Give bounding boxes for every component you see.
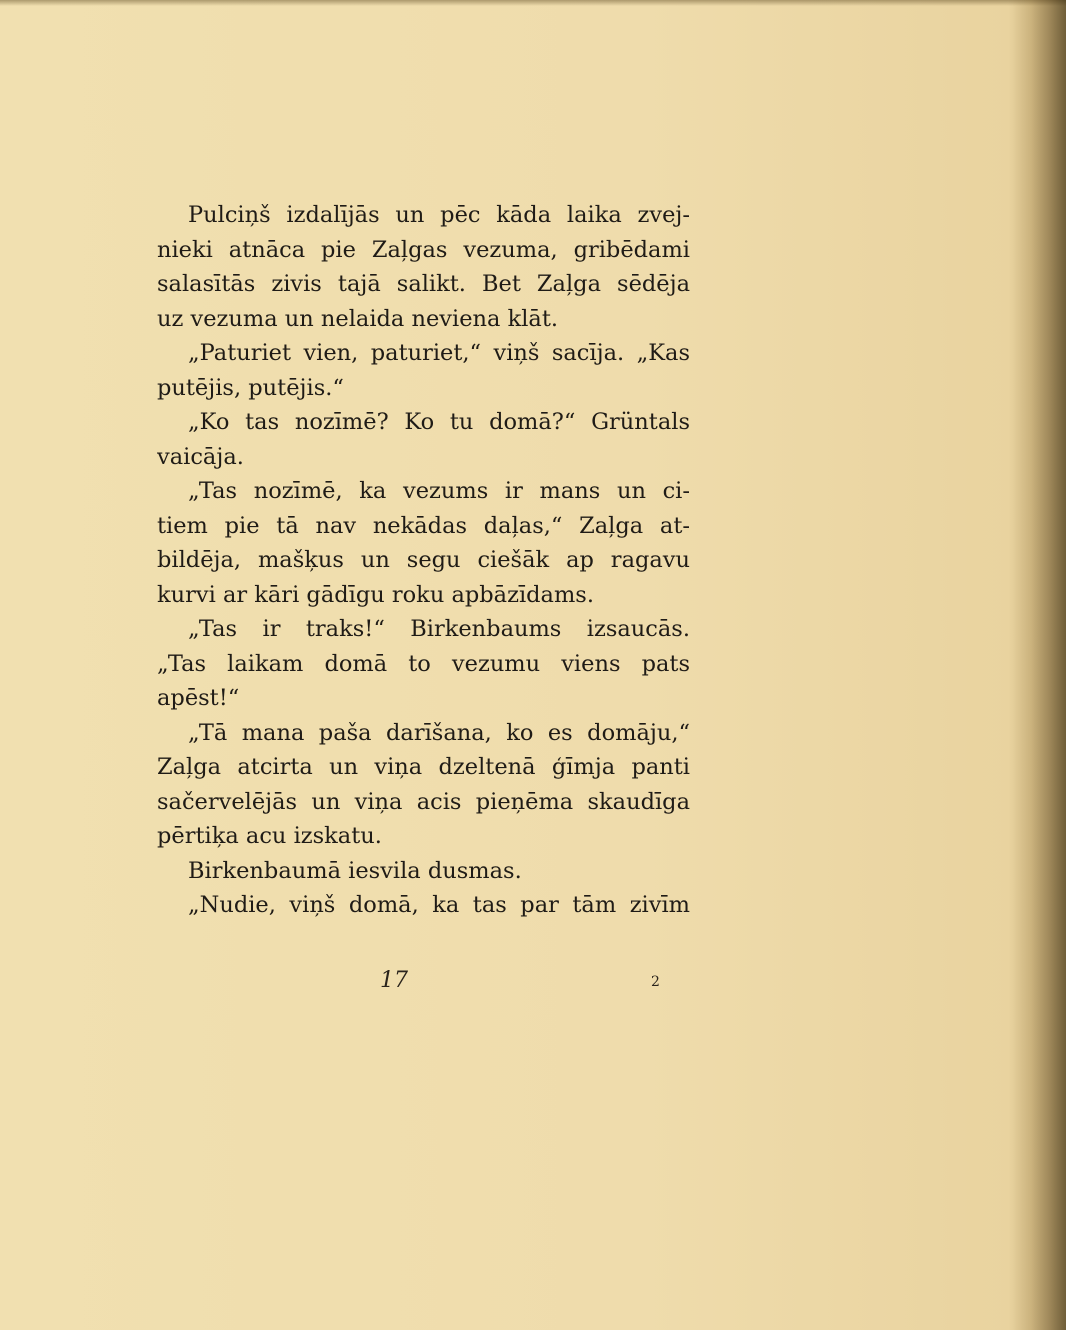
text-line: kurvi ar kāri gādīgu roku apbāzīdams.: [157, 581, 594, 608]
binding-edge-shadow: [1008, 0, 1066, 1330]
text-line: Birkenbaumā iesvila dusmas.: [188, 857, 522, 884]
text-line: vaicāja.: [157, 443, 244, 470]
page-number: 17: [380, 968, 408, 993]
text-line: apēst!“: [157, 685, 240, 711]
text-line: pērtiķa acu izskatu.: [157, 823, 382, 849]
top-page-edge: [0, 0, 1066, 6]
text-line: Zaļga atcirta un viņa dzeltenā ģīmja panti: [157, 754, 690, 780]
text-line: nieki atnāca pie Zaļgas vezuma, gribēdami: [157, 236, 690, 263]
text-line: uz vezuma un nelaida neviena klāt.: [157, 305, 559, 332]
text-line: „Tas nozīmē, ka vezums ir mans un ci-: [188, 478, 690, 504]
text-line: putējis, putējis.“: [157, 374, 344, 401]
body-text: [157, 198, 690, 923]
text-line: „Tas ir traks!“ Birkenbaums izsaucās.: [188, 616, 690, 642]
text-line: Pulciņš izdalījās un pēc kāda laika zvej-: [188, 202, 690, 228]
signature-mark: 2: [651, 974, 660, 990]
text-line: „Tas laikam domā to vezumu viens pats: [157, 650, 690, 677]
text-line: tiem pie tā nav nekādas daļas,“ Zaļga at-: [157, 512, 690, 539]
text-line: sačervelējās un viņa acis pieņēma skaudīga: [157, 788, 690, 815]
text-line: „Paturiet vien, paturiet,“ viņš sacīja. „Kas: [188, 340, 690, 366]
text-line: bildēja, mašķus un segu ciešāk ap ragavu: [157, 547, 690, 573]
text-line: salasītās zivis tajā salikt. Bet Zaļga sēdēja: [157, 271, 690, 297]
text-line: „Nudie, viņš domā, ka tas par tām zivīm: [188, 892, 690, 918]
text-line: „Ko tas nozīmē? Ko tu domā?“ Grüntals: [188, 409, 690, 435]
text-line: „Tā mana paša darīšana, ko es domāju,“: [188, 719, 690, 746]
